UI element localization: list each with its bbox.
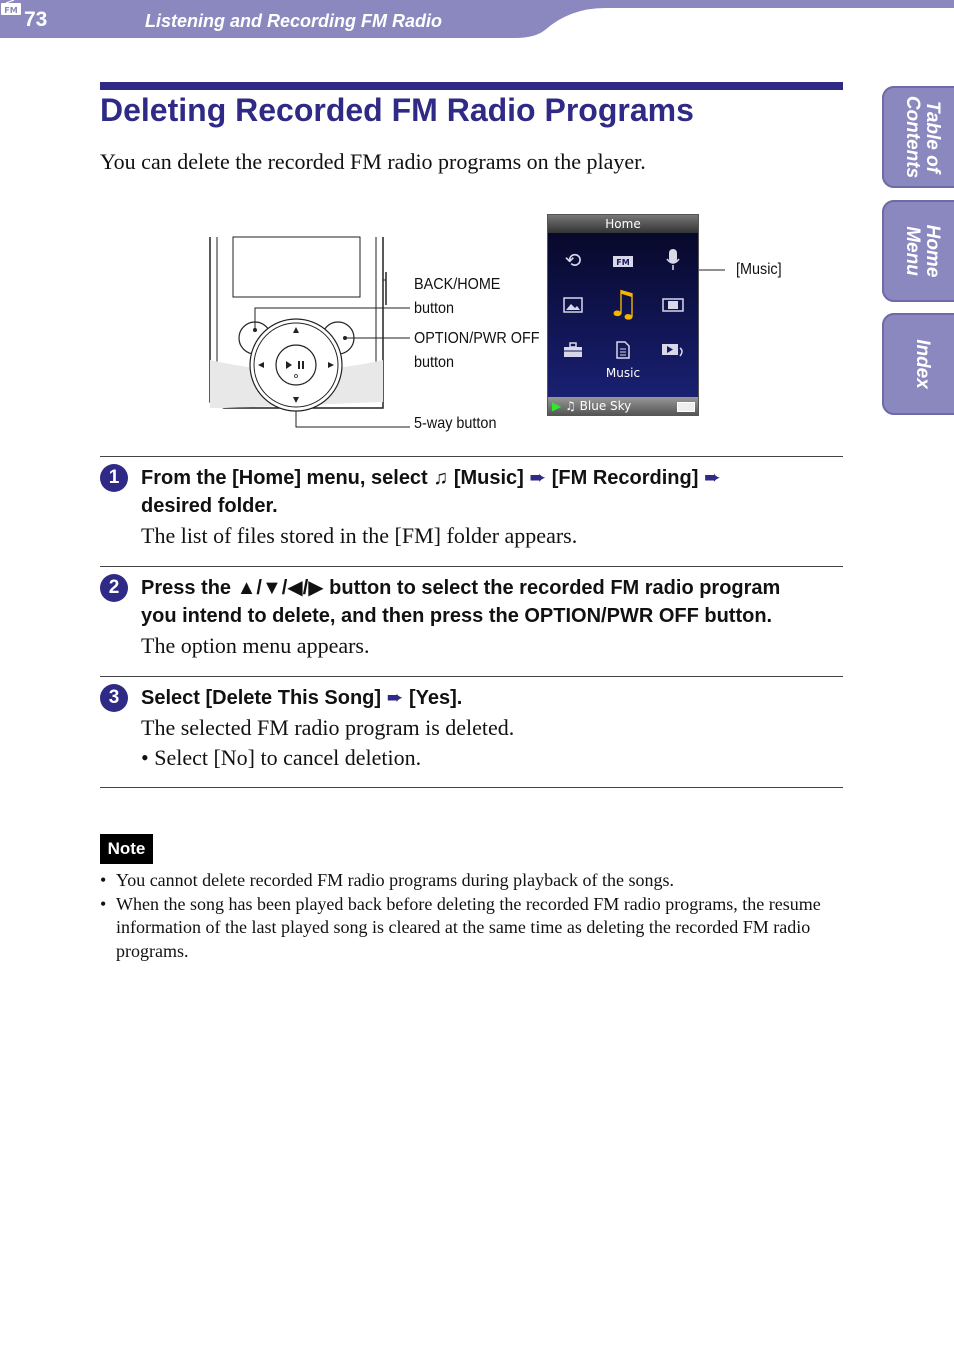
tab-index[interactable] [882, 313, 954, 415]
step-3-body: The selected FM radio program is deleted. [141, 715, 515, 740]
bullet-icon: • [100, 893, 107, 914]
section-title: Listening and Recording FM Radio [145, 11, 442, 31]
home-menu-screen [547, 214, 699, 416]
option-pwr-off-callout: OPTION/PWR OFF button [414, 330, 540, 371]
music-note-icon: ♫ [606, 284, 640, 325]
toolbox-glyph [563, 342, 583, 358]
play-indicator-icon: ▶ [552, 399, 562, 413]
note-icon: ♫ [565, 399, 576, 413]
music-callout: [Music] [736, 261, 782, 278]
note-item: • When the song has been played back before deleting the recorded FM radio programs, the resume information of the last played song is cleared at the same time as deleting the recorded FM radio programs. [100, 893, 821, 961]
arrow-right-icon: ➨ [703, 467, 721, 489]
shuffle-icon: ⟲ [564, 247, 582, 272]
arrow-right-icon: ➨ [529, 467, 547, 489]
tab-label: Home Menu [902, 224, 943, 278]
tab-table-of-contents[interactable] [882, 86, 954, 188]
step-divider [100, 456, 843, 457]
note-list [100, 869, 845, 963]
step-number-3: 3 [100, 684, 128, 712]
svg-text:FM: FM [616, 257, 630, 267]
fm-radio-icon [598, 237, 648, 282]
step-divider [100, 566, 843, 567]
photo-glyph [563, 297, 583, 313]
step-number-2: 2 [100, 574, 128, 602]
microphone-glyph [666, 249, 680, 271]
screen-home-label: Home [548, 215, 698, 233]
tab-label: Index [912, 339, 933, 389]
fm-icon [0, 0, 22, 16]
note-item: • You cannot delete recorded FM radio programs during playback of the songs. [100, 869, 845, 893]
device-figure [200, 210, 820, 450]
header-bar [0, 0, 954, 40]
intro-text: You can delete the recorded FM radio programs on the player. [100, 149, 646, 174]
page-number: 73 [24, 8, 48, 31]
photo-icon [548, 282, 598, 327]
film-glyph [662, 297, 684, 313]
now-playing-bar [548, 397, 698, 415]
page-title: Deleting Recorded FM Radio Programs [100, 92, 694, 128]
tab-label: Table of Contents [902, 95, 943, 179]
step-divider [100, 787, 843, 788]
bullet-icon: • [141, 745, 149, 770]
now-playing-glyph [661, 342, 685, 358]
step-1-body: The list of files stored in the [FM] folder appears. [141, 523, 578, 548]
bullet-icon: • [100, 870, 107, 890]
step-2-body: The option menu appears. [141, 633, 370, 658]
title-rule [100, 82, 843, 90]
step-2-heading: Press the ▲/▼/◀/▶ button to select the recorded FM radio program you intend to delete, and then press the OPTION/PWR OFF button. [141, 577, 781, 627]
screen-music-label: Music [605, 366, 641, 380]
step-3-bullet: • Select [No] to cancel deletion. [141, 745, 422, 770]
step-1-heading: From the [Home] menu, select ♫ [Music] ➨ [FM Recording] ➨ desired folder. [141, 467, 721, 517]
video-icon [648, 282, 698, 327]
step-3-heading: Select [Delete This Song] ➨ [Yes]. [141, 687, 463, 709]
tab-home-menu[interactable] [882, 200, 954, 302]
step-number-1: 1 [100, 464, 128, 492]
five-way-callout: 5-way button [414, 415, 497, 432]
document-glyph [616, 341, 630, 359]
battery-icon [677, 402, 695, 412]
fm-radio-glyph [612, 252, 634, 268]
step-divider [100, 676, 843, 677]
microphone-icon [648, 237, 698, 282]
music-note-icon: ♫ [433, 467, 449, 489]
header-background [0, 0, 954, 40]
back-home-callout: BACK/HOME button [414, 276, 501, 317]
arrow-right-icon: ➨ [386, 687, 404, 709]
home-icon-grid [548, 237, 698, 372]
note-badge: Note [100, 834, 153, 864]
now-playing-title: Blue Sky [579, 399, 632, 413]
svg-text:FM: FM [4, 6, 18, 15]
